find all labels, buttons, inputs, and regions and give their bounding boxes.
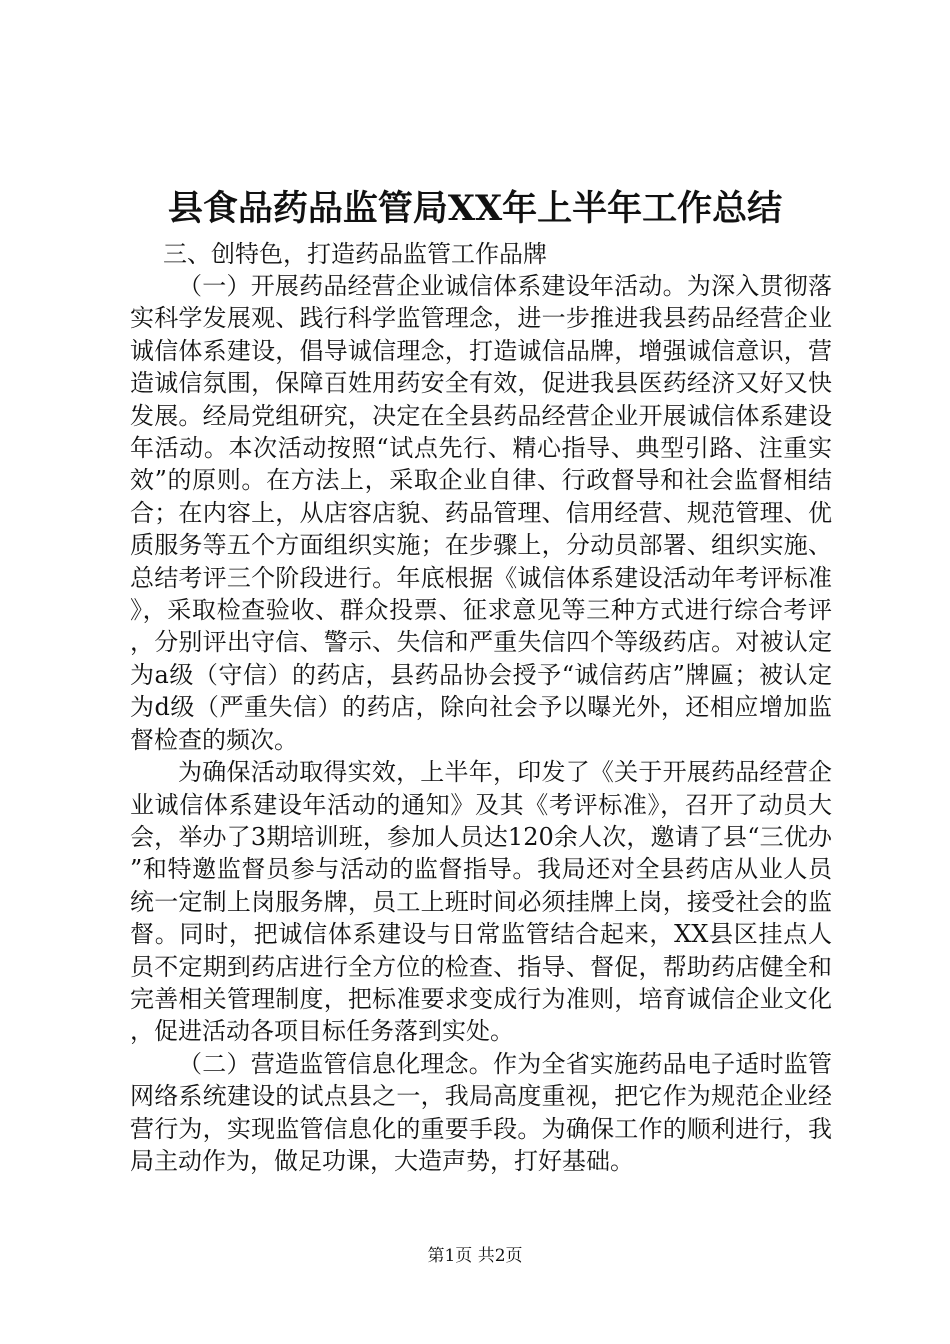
document-title: 县食品药品监管局XX年上半年工作总结 bbox=[167, 188, 783, 229]
paragraph-informatization: （二）营造监管信息化理念。作为全省实施药品电子适时监管网络系统建设的试点县之一，我局高度重视，把它作为规范企业经营行为，实现监管信息化的重要手段。为确保工作的顺利进行，我局主动作为，做足功课，大造声势，打好基础。 bbox=[130, 1049, 832, 1175]
paragraph-integrity-system: （一）开展药品经营企业诚信体系建设年活动。为深入贯彻落实科学发展观、践行科学监管理念，进一步推进我县药品经营企业诚信体系建设，倡导诚信理念，打造诚信品牌，增强诚信意识，营造诚信氛围，保障百姓用药安全有效，促进我县医药经济又好又快发展。经局党组研究，决定在全县药品经营企业开展诚信体系建设年活动。本次活动按照“试点先行、精心指导、典型引路、注重实效”的原则。在方法上，采取企业自律、行政督导和社会监督相结合；在内容上，从店容店貌、药品管理、信用经营、规范管理、优质服务等五个方面组织实施；在步骤上，分动员部署、组织实施、总结考评三个阶段进行。年底根据《诚信体系建设活动年考评标准》，采取检查验收、群众投票、征求意见等三种方式进行综合考评，分别评出守信、警示、失信和严重失信四个等级药店。对被认定为a级（守信）的药店，县药品协会授予“诚信药店”牌匾；被认定为d级（严重失信）的药店，除向社会予以曝光外，还相应增加监督检查的频次。 bbox=[130, 272, 832, 754]
page-number-footer: 第1页 共2页 bbox=[427, 1246, 523, 1266]
section-heading: 三、创特色，打造药品监管工作品牌 bbox=[163, 240, 547, 268]
paragraph-activity-results: 为确保活动取得实效，上半年，印发了《关于开展药品经营企业诚信体系建设年活动的通知》及其《考评标准》，召开了动员大会，举办了3期培训班，参加人员达120余人次，邀请了县“三优办”和特邀监督员参与活动的监督指导。我局还对全县药店从业人员统一定制上岗服务牌，员工上班时间必须挂牌上岗，接受社会的监督。同时，把诚信体系建设与日常监管结合起来，XX县区挂点人员不定期到药店进行全方位的检查、指导、督促，帮助药店健全和完善相关管理制度，把标准要求变成行为准则，培育诚信企业文化，促进活动各项目标任务落到实处。 bbox=[130, 758, 832, 1046]
document-body bbox=[130, 270, 832, 1177]
